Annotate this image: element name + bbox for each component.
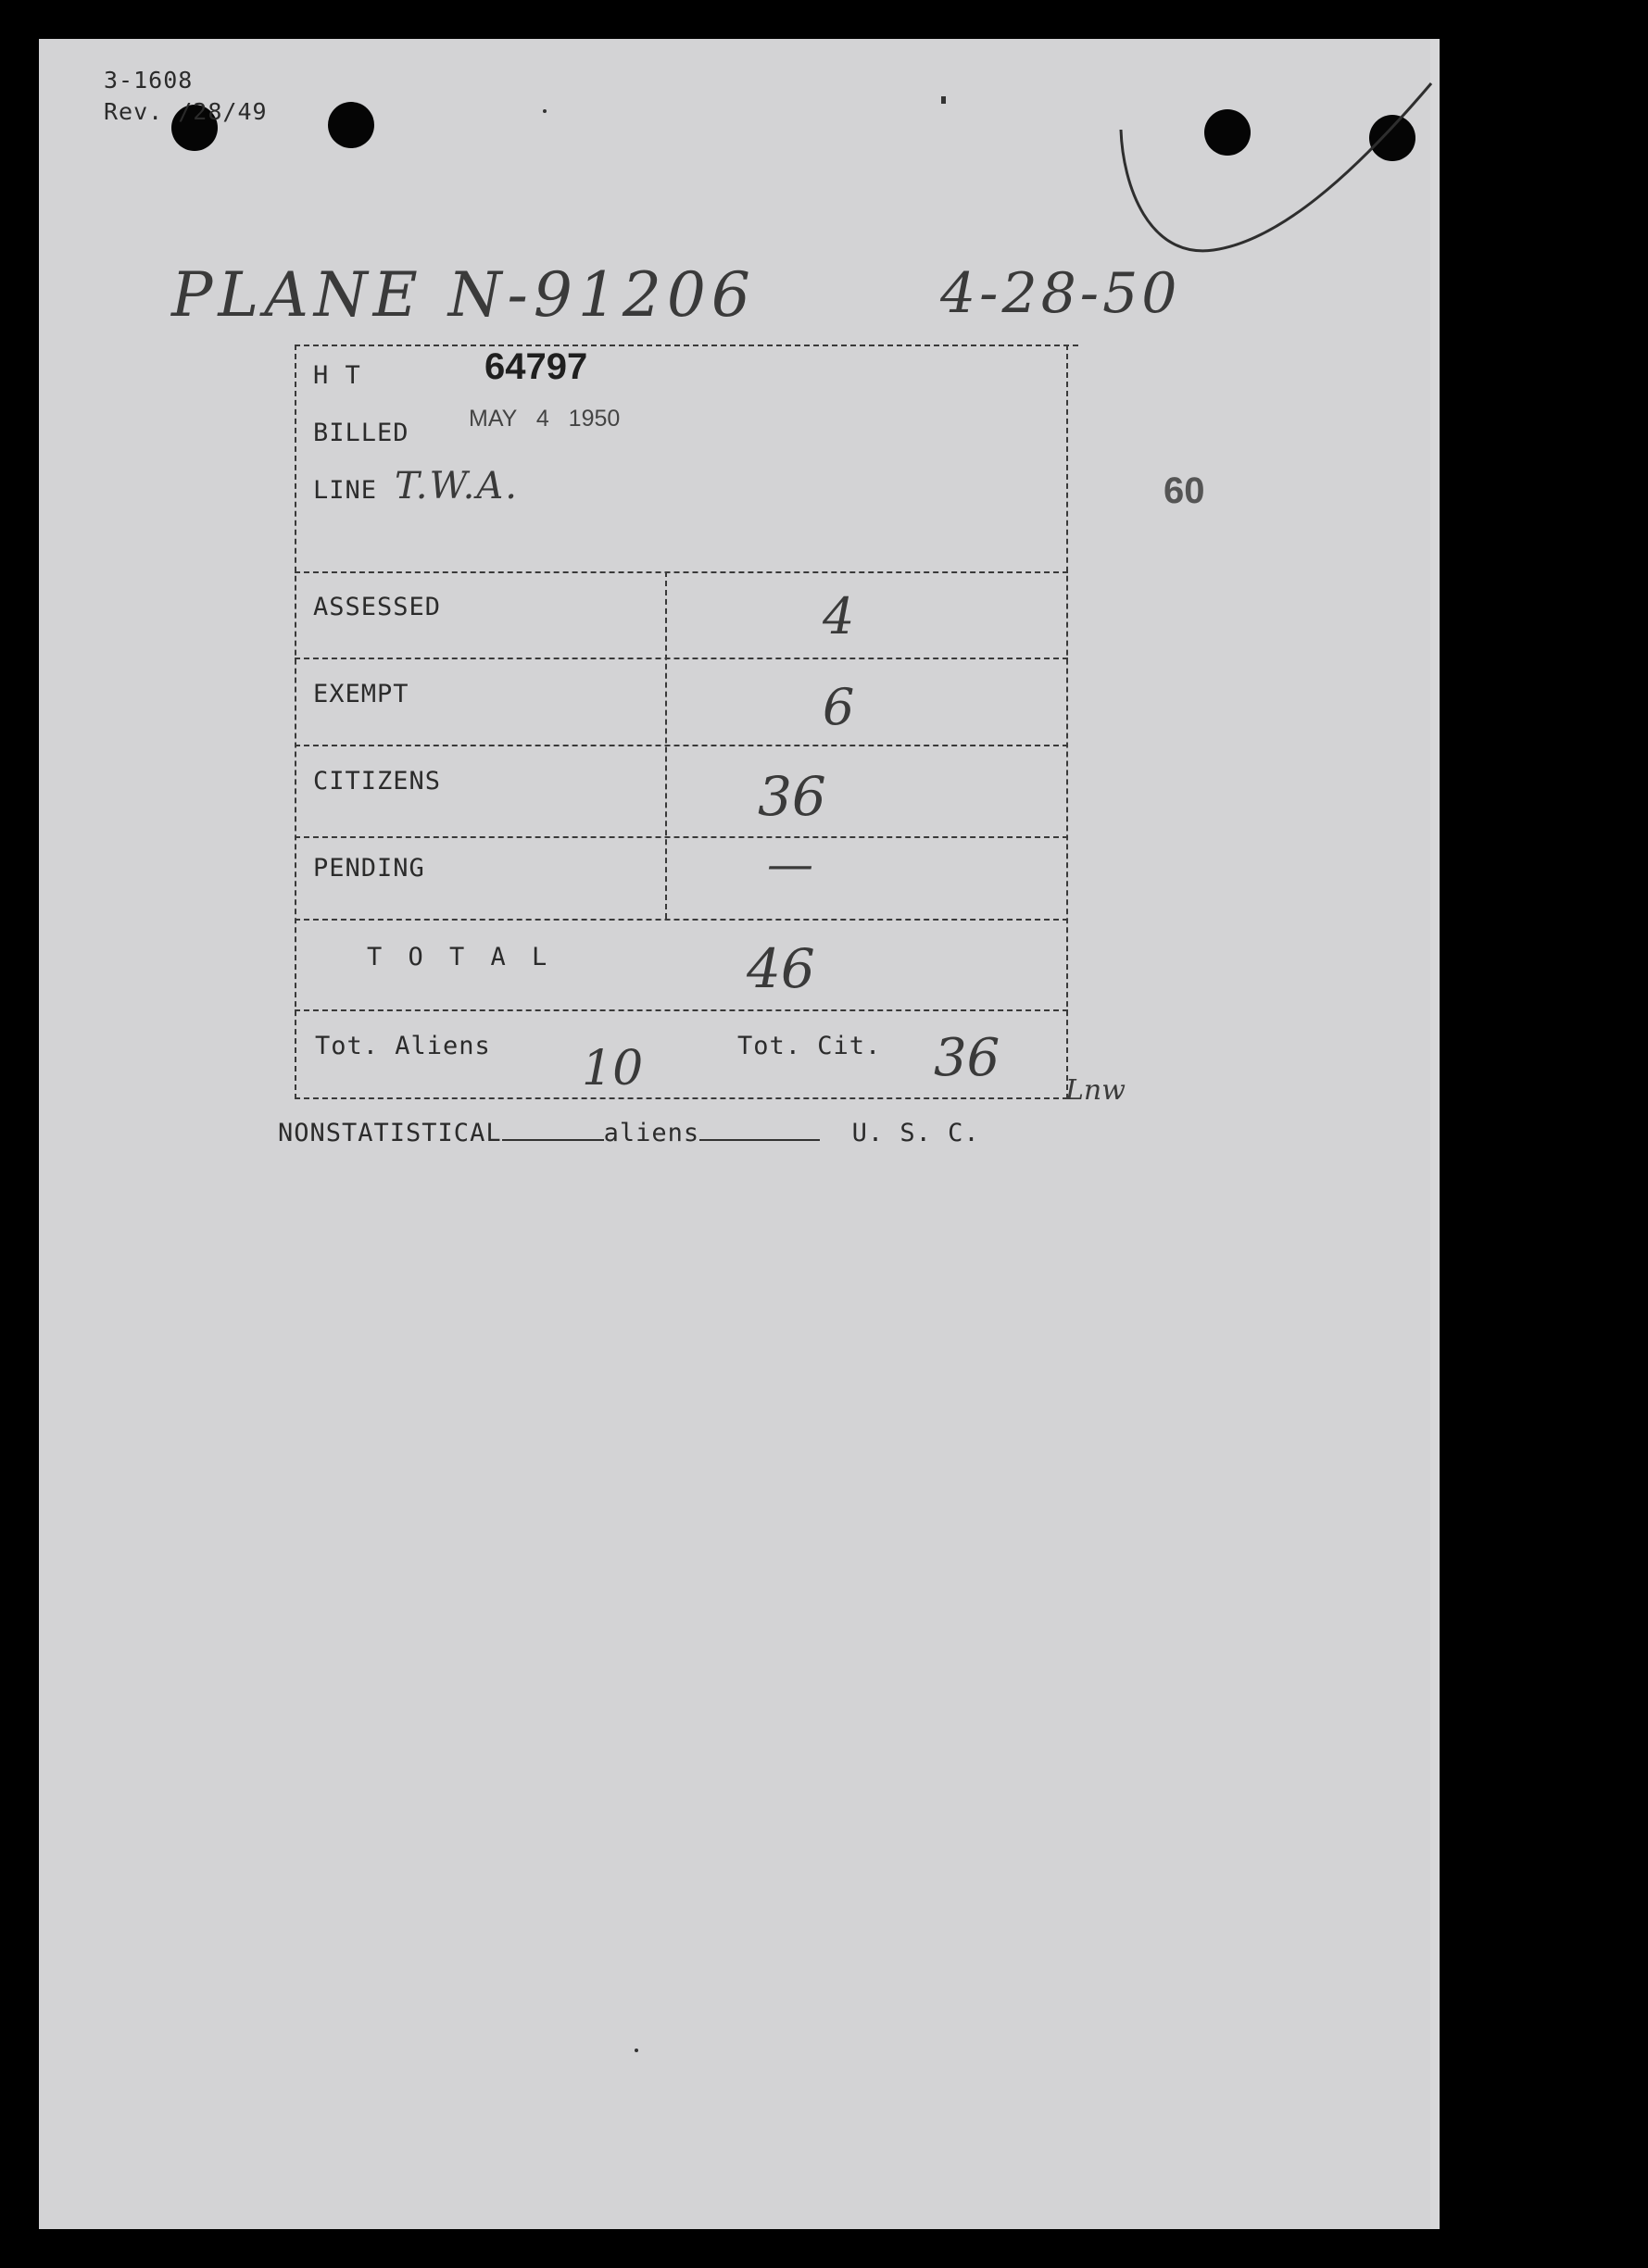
- blank-line: [699, 1121, 820, 1141]
- total-aliens-label: Tot. Aliens: [315, 1032, 491, 1060]
- handwritten-date: 4-28-50: [940, 261, 1181, 326]
- scan-speck: [543, 109, 547, 113]
- sheet-edge: [1430, 39, 1440, 2229]
- divider: [295, 1009, 1068, 1011]
- ht-label: H T: [313, 361, 361, 390]
- scan-speck: [941, 96, 946, 104]
- row-label-citizens: CITIZENS: [313, 767, 442, 796]
- aliens-label: aliens: [603, 1119, 700, 1147]
- side-number: 60: [1164, 470, 1205, 511]
- blank-line: [502, 1121, 604, 1141]
- total-aliens-value: 10: [582, 1041, 644, 1096]
- row-value-exempt: 6: [823, 678, 855, 736]
- divider: [295, 745, 1068, 746]
- ht-number: 64797: [484, 346, 588, 387]
- row-label-pending: PENDING: [313, 854, 425, 883]
- nonstatistical-line: [278, 1119, 980, 1147]
- billed-date-stamp: MAY 4 1950: [469, 406, 621, 432]
- form-revision: Rev. /28/49: [104, 98, 268, 125]
- total-label: T O T A L: [367, 943, 553, 971]
- punch-hole-2: [328, 102, 374, 148]
- row-value-citizens: 36: [758, 765, 826, 828]
- divider: [295, 836, 1068, 838]
- usc-label: U. S. C.: [851, 1119, 980, 1147]
- plane-number: PLANE N-91206: [171, 259, 756, 331]
- line-value: T.W.A.: [395, 465, 519, 507]
- divider: [295, 345, 1078, 346]
- divider: [295, 571, 1068, 573]
- divider: [295, 658, 1068, 659]
- divider: [1066, 345, 1068, 1099]
- divider: [665, 571, 667, 919]
- initials: Lnw: [1065, 1074, 1126, 1107]
- check-mark: [1112, 74, 1445, 278]
- row-label-assessed: ASSESSED: [313, 593, 442, 621]
- line-label: LINE: [313, 476, 378, 505]
- divider: [295, 919, 1068, 921]
- billed-label: BILLED: [313, 419, 409, 447]
- row-value-pending: —: [767, 837, 813, 891]
- divider: [295, 345, 296, 1099]
- total-citizens-value: 36: [934, 1028, 1000, 1088]
- form-table: [295, 345, 1068, 1099]
- row-value-assessed: 4: [823, 587, 855, 645]
- scan-speck: [635, 2049, 638, 2052]
- total-value: 46: [747, 937, 815, 1000]
- divider: [295, 1097, 1068, 1099]
- nonstatistical-label: NONSTATISTICAL: [278, 1119, 502, 1147]
- form-number: 3-1608: [104, 67, 194, 94]
- row-label-exempt: EXEMPT: [313, 680, 409, 708]
- total-citizens-label: Tot. Cit.: [737, 1032, 882, 1060]
